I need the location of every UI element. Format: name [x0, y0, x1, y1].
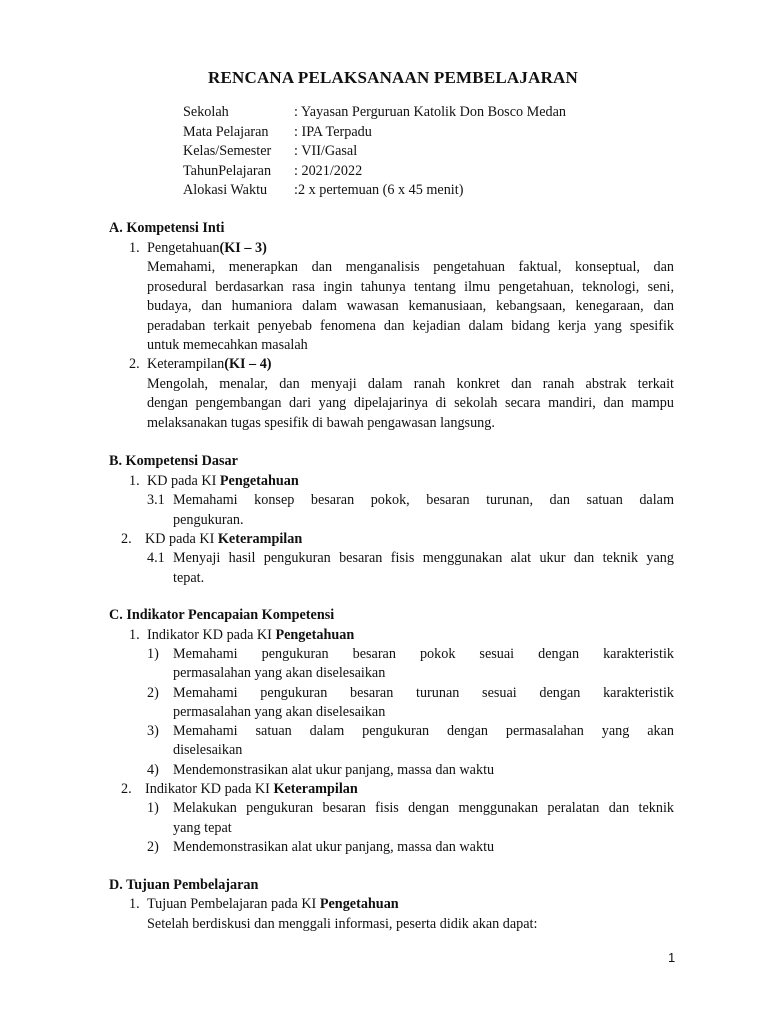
sub-number: 4): [147, 762, 159, 778]
label-text: Keterampilan: [147, 356, 225, 372]
ki3-line-3: budaya, dan humaniora dalam wawasan kemanusiaan, kebangsaan, kenegaraan, dan: [147, 298, 674, 314]
sub-number: 1): [147, 800, 159, 816]
meta-label: Alokasi Waktu: [183, 182, 268, 198]
sub-number: 2): [147, 685, 159, 701]
kd-4-1-line-2: tepat.: [173, 570, 205, 586]
ki3-label: [147, 239, 267, 259]
ki3-line-2: prosedural berdasarkan rasa ingin tahunya tentang ilmu pengetahuan, teknologi, seni,: [147, 279, 674, 295]
meta-row-school: [183, 103, 566, 123]
label-bold: (KI – 3): [219, 240, 267, 256]
list-number: 1.: [129, 896, 140, 912]
list-number: 1.: [129, 627, 140, 643]
meta-row-subject: [183, 123, 566, 143]
meta-label: Sekolah: [183, 104, 229, 120]
kd-4-1-line-1: Menyaji hasil pengukuran besaran fisis menggunakan alat ukur dan teknik yang: [173, 550, 674, 566]
kd-3-1-line-1: Memahami konsep besaran pokok, besaran turunan, dan satuan dalam: [173, 492, 674, 508]
label-bold: Pengetahuan: [275, 627, 355, 643]
label-bold: Pengetahuan: [219, 473, 299, 489]
objective-knowledge-label: [147, 895, 399, 915]
meta-value: : 2021/2022: [294, 162, 363, 179]
ki4-line-2: dengan pengembangan dari yang dipelajarinya di sekolah secara mandiri, dan mampu: [147, 395, 674, 411]
indicator-skill-label: [145, 780, 358, 800]
meta-row-year: [183, 162, 566, 182]
list-number: 1.: [129, 240, 140, 256]
ki4-label: [147, 355, 272, 375]
meta-label: Kelas/Semester: [183, 143, 272, 159]
label-bold: Pengetahuan: [319, 896, 399, 912]
indicator-line: permasalahan yang akan diselesaikan: [173, 704, 386, 720]
indicator-knowledge-label: [147, 626, 354, 646]
list-number: 1.: [129, 473, 140, 489]
document-title: RENCANA PELAKSANAAN PEMBELAJARAN: [207, 68, 579, 87]
ki3-line-5: untuk memecahkan masalah: [147, 337, 308, 353]
meta-value: : VII/Gasal: [294, 143, 358, 159]
label-bold: Keterampilan: [273, 781, 358, 797]
label-bold: (KI – 4): [224, 356, 272, 372]
kd-3-1-line-2: pengukuran.: [173, 512, 244, 528]
objective-intro: Setelah berdiskusi dan menggali informasi, peserta didik akan dapat:: [147, 916, 538, 932]
section-d-heading: D. Tujuan Pembelajaran: [109, 877, 259, 893]
ki4-line-3: melaksanakan tugas spesifik di bawah pengawasan langsung.: [147, 415, 495, 431]
indicator-line: Melakukan pengukuran besaran fisis dengan menggunakan peralatan dan teknik: [173, 800, 674, 816]
label-text: KD pada KI: [147, 473, 220, 489]
ki3-line-4: peradaban terkait penyebab fenomena dan kejadian dalam bidang kerja yang spesifik: [147, 318, 674, 334]
section-b-heading: B. Kompetensi Dasar: [109, 453, 238, 469]
list-number: 2.: [121, 781, 132, 797]
label-text: Indikator KD pada KI: [145, 781, 274, 797]
section-a-heading: A. Kompetensi Inti: [109, 220, 225, 236]
sub-number: 4.1: [147, 550, 165, 566]
label-bold: Keterampilan: [217, 531, 303, 547]
indicator-line: Mendemonstrasikan alat ukur panjang, massa dan waktu: [173, 839, 495, 855]
label-text: Pengetahuan: [147, 240, 220, 256]
meta-value: : Yayasan Perguruan Katolik Don Bosco Medan: [294, 104, 567, 120]
indicator-line: Mendemonstrasikan alat ukur panjang, massa dan waktu: [173, 762, 495, 778]
kd-skill-label: [145, 530, 302, 550]
meta-row-class: [183, 142, 566, 162]
page-number: 1: [668, 950, 676, 965]
sub-number: 3): [147, 723, 159, 739]
meta-label: Mata Pelajaran: [183, 123, 269, 140]
sub-number: 3.1: [147, 492, 165, 508]
indicator-line: Memahami pengukuran besaran pokok sesuai dengan karakteristik: [173, 646, 674, 662]
label-text: KD pada KI: [145, 531, 218, 547]
indicator-line: diselesaikan: [173, 742, 243, 758]
meta-value: : IPA Terpadu: [294, 123, 372, 140]
list-number: 2.: [121, 531, 132, 547]
section-c-heading: C. Indikator Pencapaian Kompetensi: [109, 607, 335, 623]
indicator-line: permasalahan yang akan diselesaikan: [173, 665, 386, 681]
indicator-line: yang tepat: [173, 820, 232, 836]
sub-number: 2): [147, 839, 159, 855]
sub-number: 1): [147, 646, 159, 662]
ki4-line-1: Mengolah, menalar, dan menyaji dalam ranah konkret dan ranah abstrak terkait: [147, 376, 674, 392]
meta-row-time: [183, 181, 566, 201]
kd-knowledge-label: [147, 472, 299, 492]
list-number: 2.: [129, 356, 140, 372]
meta-label: TahunPelajaran: [183, 162, 272, 179]
identity-table: [183, 103, 566, 201]
indicator-line: Memahami pengukuran besaran turunan sesuai dengan karakteristik: [173, 685, 674, 701]
label-text: Indikator KD pada KI: [147, 627, 276, 643]
ki3-line-1: Memahami, menerapkan dan menganalisis pengetahuan faktual, konseptual, dan: [147, 259, 674, 275]
indicator-line: Memahami satuan dalam pengukuran dengan permasalahan yang akan: [173, 723, 674, 739]
label-text: Tujuan Pembelajaran pada KI: [147, 896, 320, 912]
meta-value: :2 x pertemuan (6 x 45 menit): [294, 182, 464, 198]
